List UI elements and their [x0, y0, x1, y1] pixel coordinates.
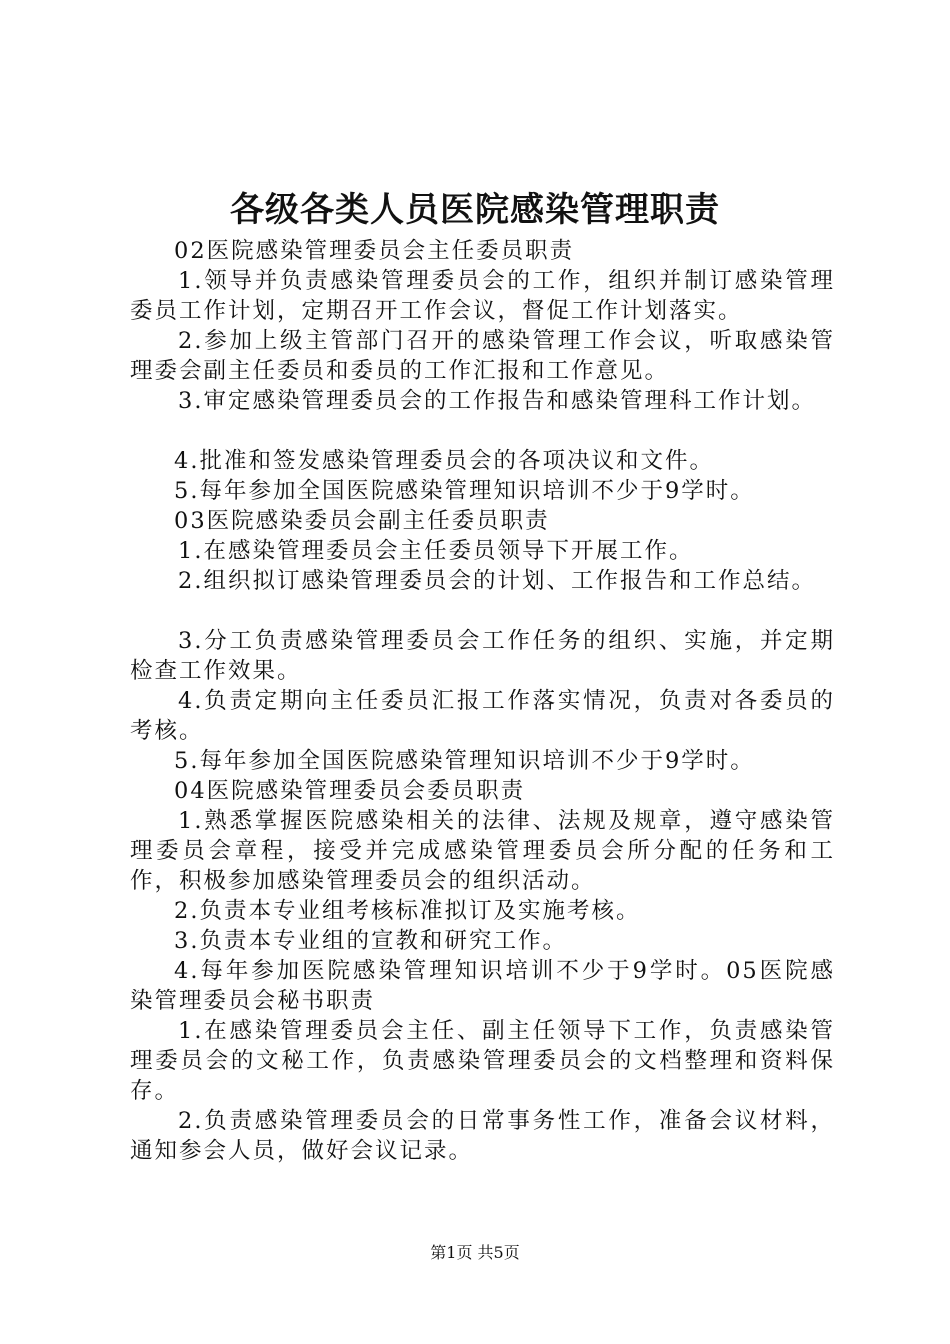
paragraph: 4.负责定期向主任委员汇报工作落实情况，负责对各委员的考核。 — [130, 688, 835, 744]
section-heading: 04医院感染管理委员会委员职责 — [174, 778, 526, 804]
paragraph: 1.领导并负责感染管理委员会的工作，组织并制订感染管理委员工作计划，定期召开工作会议，督促工作计划落实。 — [130, 268, 835, 324]
paragraph: 5.每年参加全国医院感染管理知识培训不少于9学时。 — [174, 478, 755, 504]
paragraph: 4.批准和签发感染管理委员会的各项决议和文件。 — [174, 448, 714, 474]
paragraph: 4.每年参加医院感染管理知识培训不少于9学时。05医院感染管理委员会秘书职责 — [130, 958, 835, 1014]
paragraph: 3.审定感染管理委员会的工作报告和感染管理科工作计划。 — [178, 388, 816, 414]
paragraph: 5.每年参加全国医院感染管理知识培训不少于9学时。 — [174, 748, 755, 774]
section-heading: 03医院感染委员会副主任委员职责 — [174, 508, 550, 534]
document-body — [130, 236, 835, 1166]
paragraph: 2.组织拟订感染管理委员会的计划、工作报告和工作总结。 — [178, 568, 816, 594]
paragraph: 1.熟悉掌握医院感染相关的法律、法规及规章，遵守感染管理委员会章程，接受并完成感染管理委员会所分配的任务和工作，积极参加感染管理委员会的组织活动。 — [130, 808, 835, 894]
paragraph: 2.参加上级主管部门召开的感染管理工作会议，听取感染管理委会副主任委员和委员的工作汇报和工作意见。 — [130, 328, 835, 384]
paragraph: 1.在感染管理委员会主任、副主任领导下工作，负责感染管理委员会的文秘工作，负责感染管理委员会的文档整理和资料保存。 — [130, 1018, 835, 1104]
paragraph: 1.在感染管理委员会主任委员领导下开展工作。 — [178, 538, 694, 564]
paragraph: 2.负责本专业组考核标准拟订及实施考核。 — [174, 898, 641, 924]
paragraph: 2.负责感染管理委员会的日常事务性工作，准备会议材料，通知参会人员，做好会议记录。 — [130, 1108, 835, 1164]
page-footer: 第1页 共5页 — [430, 1243, 520, 1262]
section-heading: 02医院感染管理委员会主任委员职责 — [174, 238, 575, 264]
paragraph: 3.分工负责感染管理委员会工作任务的组织、实施，并定期检查工作效果。 — [130, 628, 835, 684]
paragraph: 3.负责本专业组的宣教和研究工作。 — [174, 928, 567, 954]
document-title: 各级各类人员医院感染管理职责 — [230, 190, 720, 230]
